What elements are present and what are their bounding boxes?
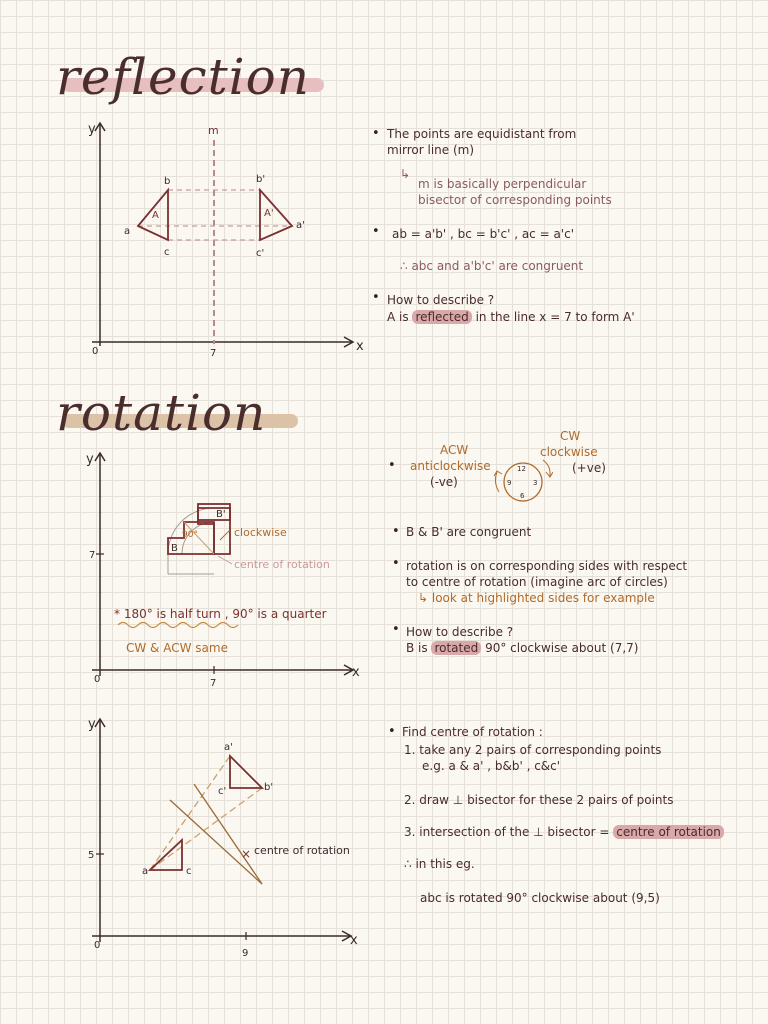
- ctr-note-5: ∴ in this eg.: [404, 857, 475, 871]
- x-label: x: [356, 339, 364, 354]
- svg-text:90°: 90°: [182, 530, 198, 540]
- wavy-underline: [118, 620, 368, 630]
- acw-sign: (-ve): [430, 475, 458, 489]
- rot-note-3a: How to describe ?: [406, 625, 514, 639]
- svg-text:9: 9: [242, 948, 249, 959]
- svg-text:7: 7: [210, 678, 217, 689]
- acw-label: ACW: [440, 443, 469, 457]
- reflection-title: reflection: [56, 48, 310, 106]
- centre-highlight: centre of rotation: [613, 825, 724, 839]
- ref-note-4b: A is reflected in the line x = 7 to form A': [387, 310, 635, 324]
- ctr-note-1: Find centre of rotation :: [402, 725, 543, 739]
- rot-note-1: B & B' are congruent: [406, 525, 532, 539]
- ctr-note-4: 3. intersection of the ⊥ bisector = centre of rotation: [404, 824, 724, 840]
- ctr-note-6: abc is rotated 90° clockwise about (9,5): [420, 891, 660, 905]
- ref-note-1d: bisector of corresponding points: [418, 193, 612, 207]
- svg-text:a: a: [142, 866, 149, 877]
- svg-text:0: 0: [94, 940, 101, 951]
- centre-marker: ×: [241, 847, 252, 861]
- svg-text:a': a': [224, 742, 233, 753]
- ctr-note-2a: 1. take any 2 pairs of corresponding points: [404, 743, 662, 757]
- svg-text:9: 9: [507, 479, 512, 487]
- svg-text:12: 12: [517, 465, 526, 473]
- rotation-title: rotation: [56, 384, 267, 442]
- ref-arrow: ↳: [400, 167, 411, 181]
- rotation-graph: [80, 448, 460, 698]
- clock-icon: [493, 452, 553, 512]
- svg-text:0: 0: [94, 674, 101, 685]
- svg-text:5: 5: [88, 850, 95, 861]
- svg-text:c': c': [218, 786, 227, 797]
- svg-text:y: y: [86, 452, 94, 467]
- svg-text:B': B': [216, 509, 226, 520]
- cw-acw-note: CW & ACW same: [126, 641, 228, 655]
- acw-full: anticlockwise: [410, 459, 491, 473]
- centre-graph: [82, 712, 382, 972]
- ctr-note-2b: e.g. a & a' , b&b' , c&c': [422, 759, 561, 773]
- cw-label: CW: [560, 429, 581, 443]
- svg-text:clockwise: clockwise: [234, 526, 287, 539]
- svg-text:centre of rotation: centre of rotation: [234, 558, 330, 571]
- rot-note-2a: rotation is on corresponding sides with respect: [406, 559, 688, 573]
- svg-text:6: 6: [520, 492, 525, 500]
- svg-text:B: B: [171, 543, 178, 554]
- svg-text:7: 7: [89, 550, 96, 561]
- svg-text:a: a: [124, 226, 131, 237]
- ref-note-3: ∴ abc and a'b'c' are congruent: [400, 259, 584, 273]
- rot-note-2c: ↳ look at highlighted sides for example: [418, 591, 655, 605]
- star-note: * 180° is half turn , 90° is a quarter: [114, 607, 327, 621]
- rotated-highlight: rotated: [431, 641, 481, 655]
- svg-text:x: x: [350, 933, 358, 948]
- svg-text:b': b': [264, 782, 274, 793]
- svg-text:c': c': [256, 248, 265, 259]
- x-tick-label: 7: [210, 348, 217, 359]
- ref-note-1c: m is basically perpendicular: [418, 177, 587, 191]
- ref-note-1a: The points are equidistant from: [387, 127, 577, 141]
- ref-note-1b: mirror line (m): [387, 143, 475, 157]
- cw-sign: (+ve): [572, 461, 606, 475]
- origin-label: 0: [92, 346, 99, 357]
- svg-text:b: b: [164, 176, 171, 187]
- reflected-highlight: reflected: [412, 310, 471, 324]
- svg-text:3: 3: [533, 479, 538, 487]
- cw-full: clockwise: [540, 445, 598, 459]
- svg-text:a': a': [296, 220, 305, 231]
- svg-text:c: c: [164, 247, 170, 258]
- rot-note-2b: to centre of rotation (imagine arc of circles): [406, 575, 668, 589]
- ref-note-4a: How to describe ?: [387, 293, 495, 307]
- triangle-abc: [150, 840, 182, 870]
- svg-text:y: y: [88, 717, 96, 732]
- ctr-note-3: 2. draw ⊥ bisector for these 2 pairs of points: [404, 793, 674, 807]
- ref-note-2: ab = a'b' , bc = b'c' , ac = a'c': [392, 227, 575, 241]
- triangle-image: [230, 756, 262, 788]
- svg-text:b': b': [256, 174, 266, 185]
- mirror-label: m: [208, 124, 219, 137]
- svg-text:c: c: [186, 866, 192, 877]
- svg-text:x: x: [352, 665, 360, 680]
- svg-text:centre of rotation: centre of rotation: [254, 844, 350, 857]
- svg-text:A': A': [264, 208, 274, 219]
- rot-note-3b: B is rotated 90° clockwise about (7,7): [406, 641, 639, 655]
- svg-text:A: A: [152, 210, 159, 221]
- y-label: y: [88, 122, 96, 137]
